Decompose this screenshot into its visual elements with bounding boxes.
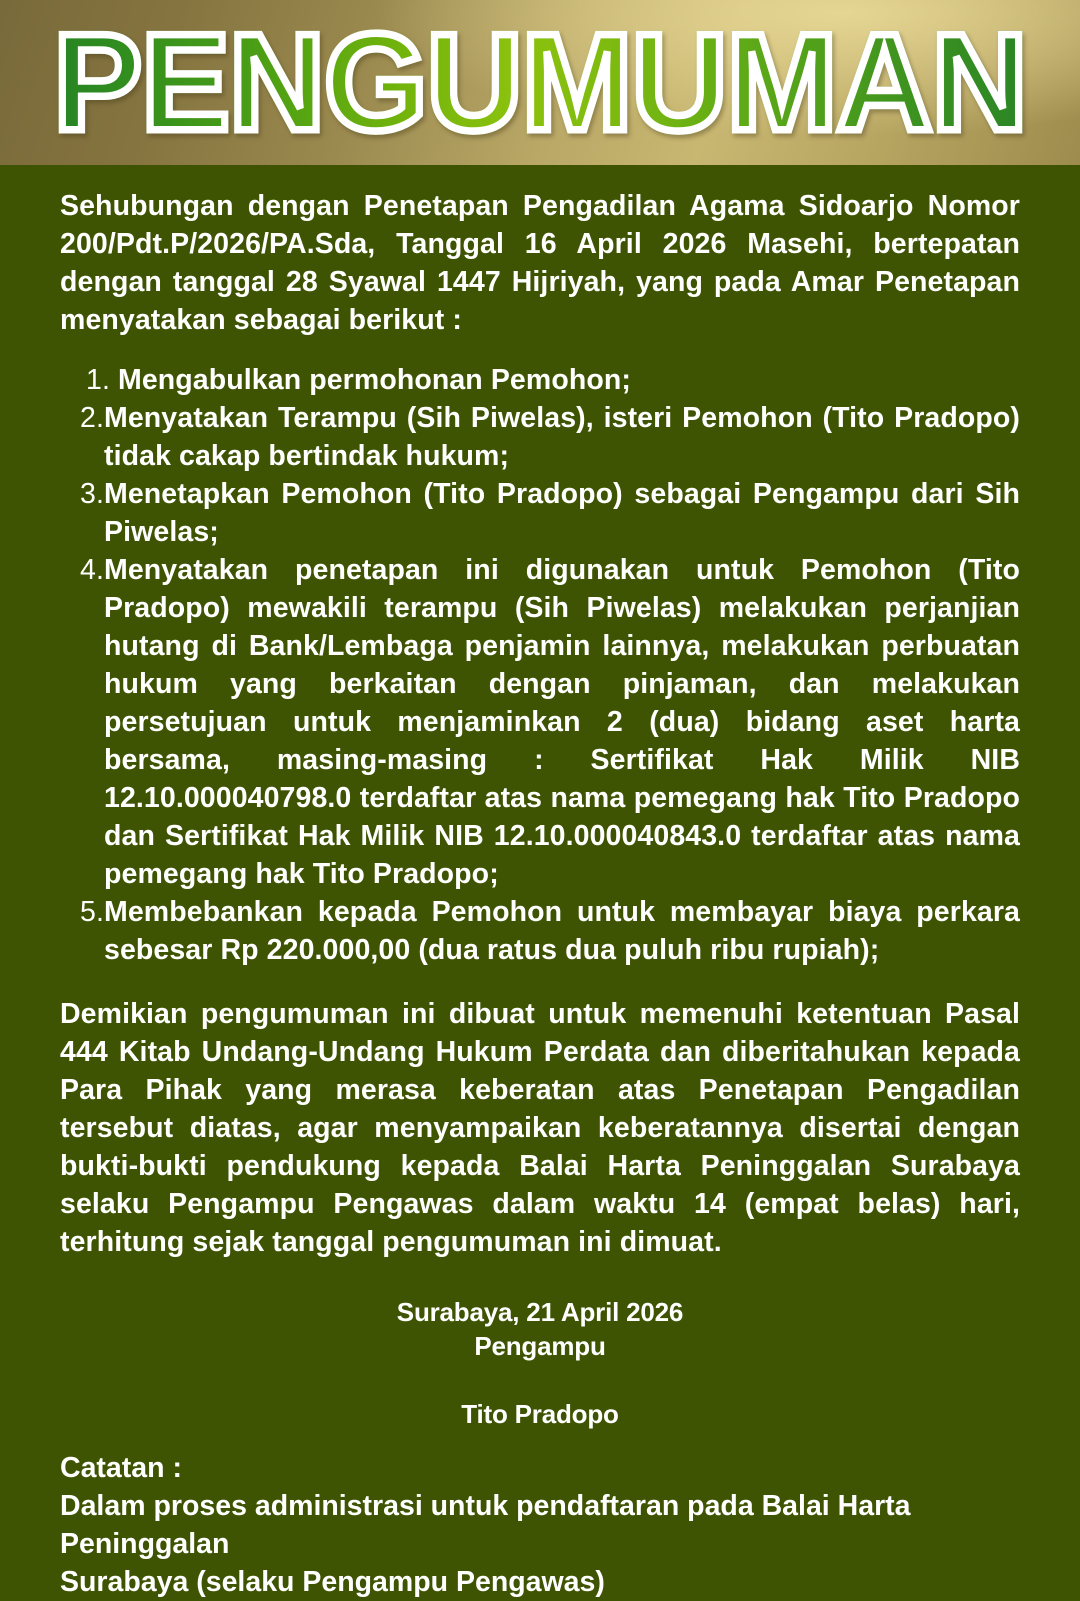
signature-place-date: Surabaya, 21 April 2026 <box>396 1297 684 1327</box>
list-item <box>60 361 1020 399</box>
list-item-number: 3. <box>80 478 104 510</box>
list-item-text: Membebankan kepada Pemohon untuk membayar biaya perkara sebesar Rp 220.000,00 (dua ratus dua puluh ribu rupiah); <box>104 896 1020 966</box>
list-item-text: Menetapkan Pemohon (Tito Pradopo) sebagai Pengampu dari Sih Piwelas; <box>104 478 1020 548</box>
list-item-number: 4. <box>80 554 104 586</box>
list-item-text: Mengabulkan permohonan Pemohon; <box>118 364 631 396</box>
list-item <box>60 399 1020 475</box>
list-item-number: 1. <box>86 364 110 396</box>
list-item <box>60 551 1020 893</box>
amar-list <box>60 361 1020 969</box>
closing-paragraph: Demikian pengumuman ini dibuat untuk memenuhi ketentuan Pasal 444 Kitab Undang-Undang Hukum Perdata dan diberitahukan kepada Para Pihak yang merasa keberatan atas Penetapan Pengadilan tersebut diatas, agar menyampaikan keberatannya disertai dengan bukti-bukti pendukung kepada Balai Harta Peninggalan Surabaya selaku Pengampu Pengawas dalam waktu 14 (empat belas) hari, terhitung sejak tanggal pengumuman ini dimuat. <box>60 998 1020 1258</box>
list-item <box>60 893 1020 969</box>
intro-paragraph: Sehubungan dengan Penetapan Pengadilan Agama Sidoarjo Nomor 200/Pdt.P/2026/PA.Sda, Tanggal 16 April 2026 Masehi, bertepatan dengan tanggal 28 Syawal 1447 Hijriyah, yang pada Amar Penetapan menyatakan sebagai berikut : <box>60 190 1020 336</box>
list-item <box>60 475 1020 551</box>
list-item-number: 2. <box>80 402 104 434</box>
signature-block <box>60 1295 1020 1431</box>
signature-name: Tito Pradopo <box>461 1399 619 1429</box>
notes-block <box>60 1449 1020 1601</box>
list-item-number: 5. <box>80 896 104 928</box>
notes-line-2: Surabaya (selaku Pengampu Pengawas) <box>60 1566 605 1598</box>
announcement-sheet <box>0 165 1080 1598</box>
signature-space <box>60 1363 1020 1397</box>
list-item-text: Menyatakan penetapan ini digunakan untuk Pemohon (Tito Pradopo) mewakili terampu (Sih Piwelas) melakukan perjanjian hutang di Bank/Lembaga penjamin lainnya, melakukan perbuatan hukum yang berkaitan dengan pinjaman, dan melakukan persetujuan untuk menjaminkan 2 (dua) bidang aset harta bersama, masing-masing : Sertifikat Hak Milik NIB 12.10.000040798.0 terdaftar atas nama pemegang hak Tito Pradopo dan Sertifikat Hak Milik NIB 12.10.000040843.0 terdaftar atas nama pemegang hak Tito Pradopo; <box>104 554 1020 890</box>
notes-label: Catatan : <box>60 1452 182 1484</box>
header-banner <box>0 0 1080 165</box>
signature-role: Pengampu <box>474 1331 606 1361</box>
page-title: PENGUMUMAN <box>0 12 1080 155</box>
notes-line-1: Dalam proses administrasi untuk pendaftaran pada Balai Harta Peninggalan <box>60 1490 911 1560</box>
list-item-text: Menyatakan Terampu (Sih Piwelas), isteri Pemohon (Tito Pradopo) tidak cakap bertindak hukum; <box>104 402 1020 472</box>
